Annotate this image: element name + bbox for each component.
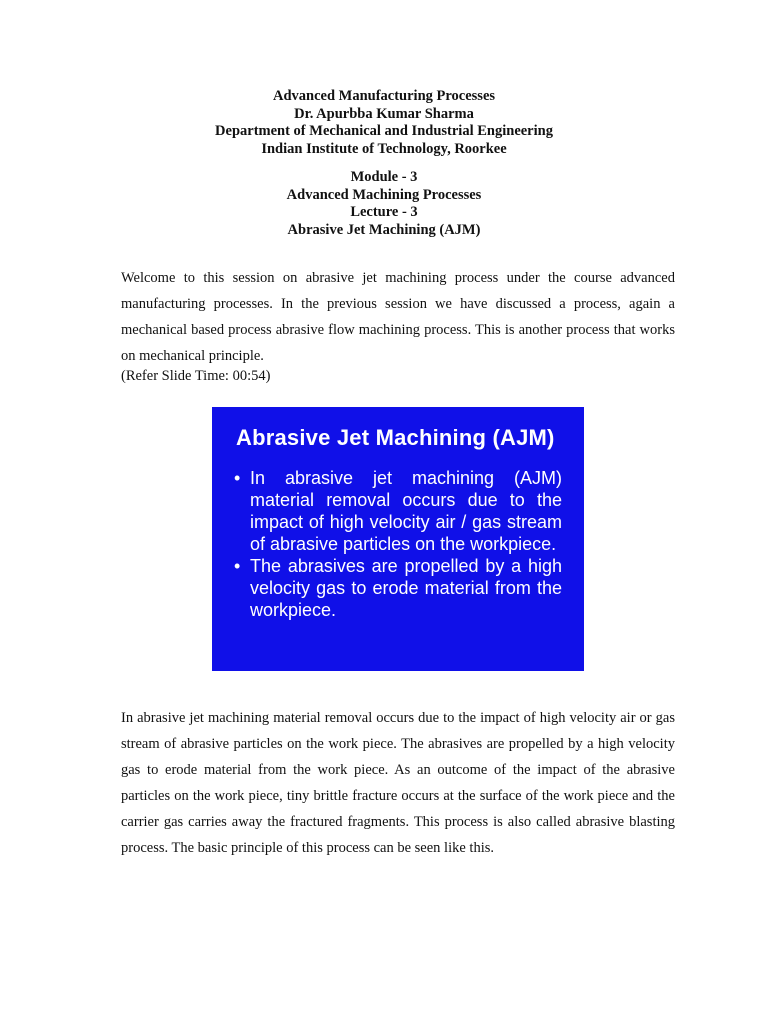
body-paragraph: In abrasive jet machining material removal occurs due to the impact of high velocity air or gas stream of abrasive particles on the work piece. The abrasives are propelled by a high velocity gas to erode material from the work piece. As an outcome of the impact of the abrasive particles on the work piece, tiny brittle fracture occurs at the surface of the work piece and the carrier gas carries away the fractured fragments. This process is also called abrasive blasting process. The basic principle of this process can be seen like this. xyxy=(121,709,675,856)
slide-bullet-text: In abrasive jet machining (AJM) material removal occurs due to the impact of high velocity air / gas stream of abrasive particles on the workpiece. xyxy=(250,468,562,554)
bullet-icon: • xyxy=(234,468,241,488)
slide-bullet xyxy=(234,467,562,555)
lecture-title: Abrasive Jet Machining (AJM) xyxy=(287,221,481,238)
bullet-icon: • xyxy=(234,556,241,576)
module-title: Advanced Machining Processes xyxy=(286,186,482,203)
slide-bullet-list xyxy=(234,467,562,621)
slide-bullet xyxy=(234,555,562,621)
refer-slide-time: (Refer Slide Time: 00:54) xyxy=(121,368,271,384)
slide-bullet-text: The abrasives are propelled by a high velocity gas to erode material from the workpiece. xyxy=(250,556,562,620)
department-name: Department of Mechanical and Industrial Engineering xyxy=(215,123,553,139)
module-number: Module - 3 xyxy=(350,169,418,185)
document-header xyxy=(0,88,768,158)
intro-paragraph: Welcome to this session on abrasive jet machining process under the course advanced manufacturing processes. In the previous session we have discussed a process, again a mechanical based process abrasive flow machining process. This is another process that works on mechanical principle. xyxy=(121,269,675,364)
lecture-number: Lecture - 3 xyxy=(350,204,418,220)
module-heading xyxy=(0,169,768,239)
slide-title: Abrasive Jet Machining (AJM) xyxy=(236,425,555,450)
institute-name: Indian Institute of Technology, Roorkee xyxy=(261,140,507,157)
author-name: Dr. Apurbba Kumar Sharma xyxy=(294,105,474,122)
course-title: Advanced Manufacturing Processes xyxy=(272,88,496,104)
lecture-slide xyxy=(212,407,584,671)
